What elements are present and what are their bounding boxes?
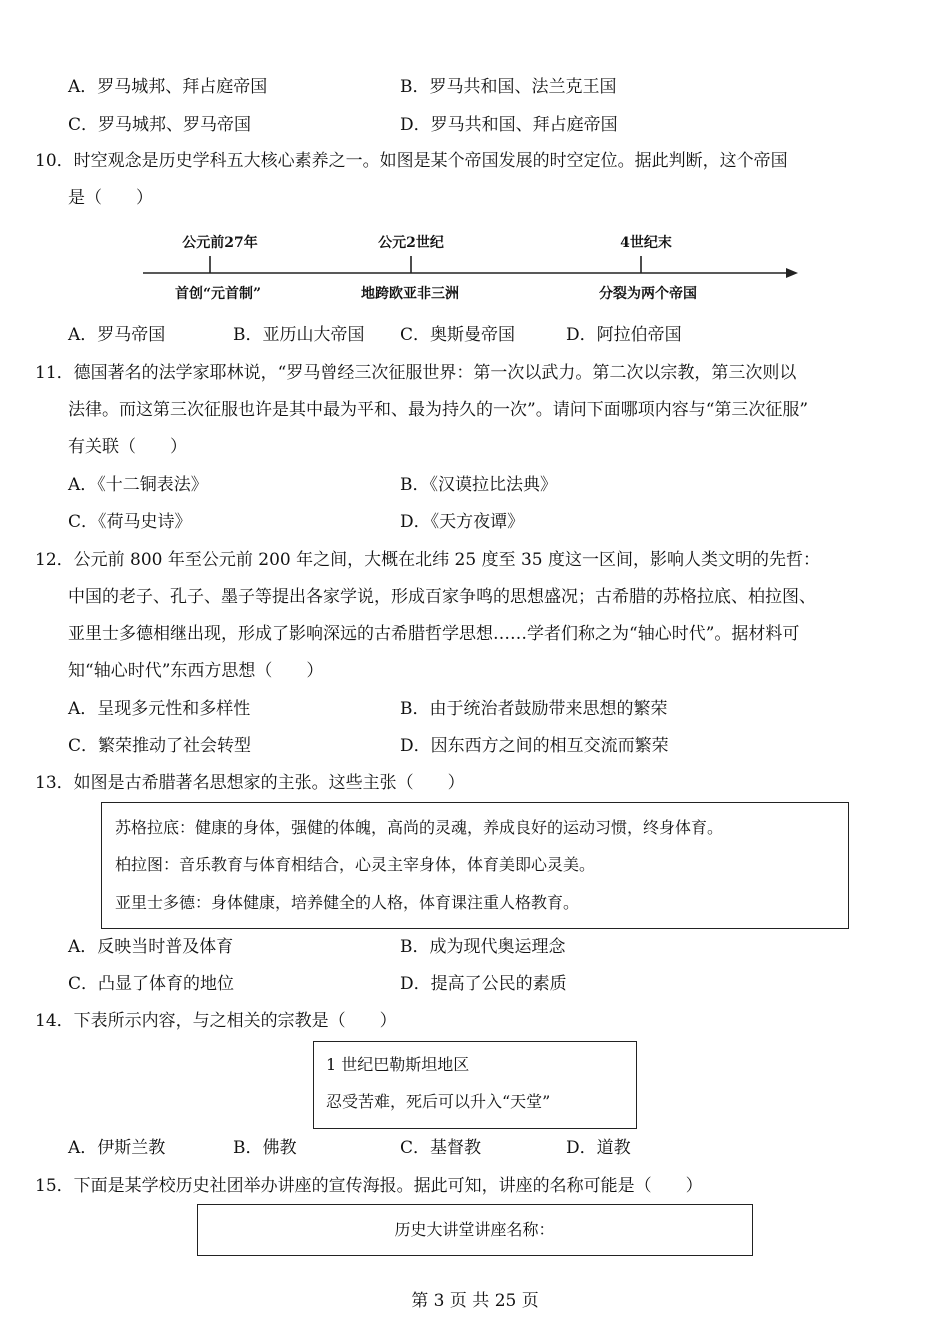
q13-quote-aristotle: 亚里士多德：身体健康，培养健全的人格，体育课注重人格教育。: [115, 893, 580, 912]
q10-stem-line-2: 是（ ）: [68, 188, 153, 208]
timeline-arrow-icon: [786, 268, 798, 278]
timeline-bottom-label-2: 地跨欧亚非三洲: [361, 286, 459, 302]
q11-option-c: C．《荷马史诗》: [68, 512, 192, 532]
q11-stem-line-3: 有关联（ ）: [68, 437, 187, 457]
q9-option-b: B．罗马共和国、法兰克王国: [400, 77, 617, 97]
q15-poster-box: [197, 1204, 753, 1256]
q13-quote-plato: 柏拉图：音乐教育与体育相结合，心灵主宰身体，体育美即心灵美。: [115, 855, 596, 874]
q14-option-a: A．伊斯兰教: [68, 1138, 166, 1158]
q9-option-d: D．罗马共和国、拜占庭帝国: [400, 115, 618, 135]
q14-option-d: D．道教: [566, 1138, 631, 1158]
q11-stem-line-1: 11．德国著名的法学家耶林说，“罗马曾经三次征服世界：第一次以武力。第二次以宗教，第三次则以: [35, 363, 797, 383]
q10-option-c: C．奥斯曼帝国: [400, 325, 516, 345]
q10-option-d: D．阿拉伯帝国: [566, 325, 682, 345]
q9-option-c: C．罗马城邦、罗马帝国: [68, 115, 252, 135]
q13-option-a: A．反映当时普及体育: [68, 937, 234, 957]
q15-stem: 15．下面是某学校历史社团举办讲座的宣传海报。据此可知，讲座的名称可能是（ ）: [35, 1176, 703, 1196]
timeline-top-label-1: 公元前27年: [182, 235, 258, 251]
timeline-axis: [0, 226, 950, 306]
timeline-bottom-label-1: 首创“元首制”: [174, 286, 262, 302]
q10-stem-line-1: 10．时空观念是历史学科五大核心素养之一。如图是某个帝国发展的时空定位。据此判断，这个帝国: [35, 151, 788, 171]
q13-quote-socrates: 苏格拉底：健康的身体，强健的体魄，高尚的灵魂，养成良好的运动习惯，终身体育。: [115, 818, 724, 837]
q14-table-row-1: 1 世纪巴勒斯坦地区: [326, 1055, 470, 1074]
q12-stem-line-1: 12．公元前 800 年至公元前 200 年之间，大概在北纬 25 度至 35 度这一区间，影响人类文明的先哲：: [35, 550, 821, 570]
q12-option-b: B．由于统治者鼓励带来思想的繁荣: [400, 699, 668, 719]
q10-option-b: B．亚历山大帝国: [233, 325, 365, 345]
q13-stem: 13．如图是古希腊著名思想家的主张。这些主张（ ）: [35, 773, 465, 793]
q12-stem-line-4: 知“轴心时代”东西方思想（ ）: [68, 661, 324, 681]
q15-poster-title: 历史大讲堂讲座名称：: [394, 1220, 555, 1239]
q13-option-d: D．提高了公民的素质: [400, 974, 567, 994]
q12-stem-line-3: 亚里士多德相继出现，形成了影响深远的古希腊哲学思想……学者们称之为“轴心时代”。据材料可: [68, 624, 800, 644]
timeline-bottom-label-3: 分裂为两个帝国: [599, 286, 697, 302]
page-footer: 第 3 页 共 25 页: [411, 1291, 539, 1311]
q12-option-d: D．因东西方之间的相互交流而繁荣: [400, 736, 669, 756]
q12-stem-line-2: 中国的老子、孔子、墨子等提出各家学说，形成百家争鸣的思想盛况；古希腊的苏格拉底、柏拉图、: [68, 587, 816, 607]
q13-option-b: B．成为现代奥运理念: [400, 937, 566, 957]
q11-option-b: B．《汉谟拉比法典》: [400, 475, 557, 495]
q10-option-a: A．罗马帝国: [68, 325, 166, 345]
q10-timeline: [0, 226, 950, 306]
q14-stem: 14．下表所示内容，与之相关的宗教是（ ）: [35, 1011, 397, 1031]
q14-table-box: [313, 1041, 637, 1129]
q14-option-b: B．佛教: [233, 1138, 297, 1158]
q14-table-row-2: 忍受苦难，死后可以升入“天堂”: [326, 1092, 551, 1111]
q12-option-c: C．繁荣推动了社会转型: [68, 736, 252, 756]
q13-option-c: C．凸显了体育的地位: [68, 974, 235, 994]
q11-stem-line-2: 法律。而这第三次征服也许是其中最为平和、最为持久的一次”。请问下面哪项内容与“第三次征服”: [68, 400, 809, 420]
q11-option-a: A．《十二铜表法》: [68, 475, 208, 495]
q9-option-a: A．罗马城邦、拜占庭帝国: [68, 77, 268, 97]
q14-option-c: C．基督教: [400, 1138, 482, 1158]
q13-quote-box: [101, 802, 849, 929]
q12-option-a: A．呈现多元性和多样性: [68, 699, 251, 719]
timeline-top-label-2: 公元2世纪: [378, 235, 444, 251]
q11-option-d: D．《天方夜谭》: [400, 512, 525, 532]
timeline-top-label-3: 4世纪末: [620, 235, 672, 251]
